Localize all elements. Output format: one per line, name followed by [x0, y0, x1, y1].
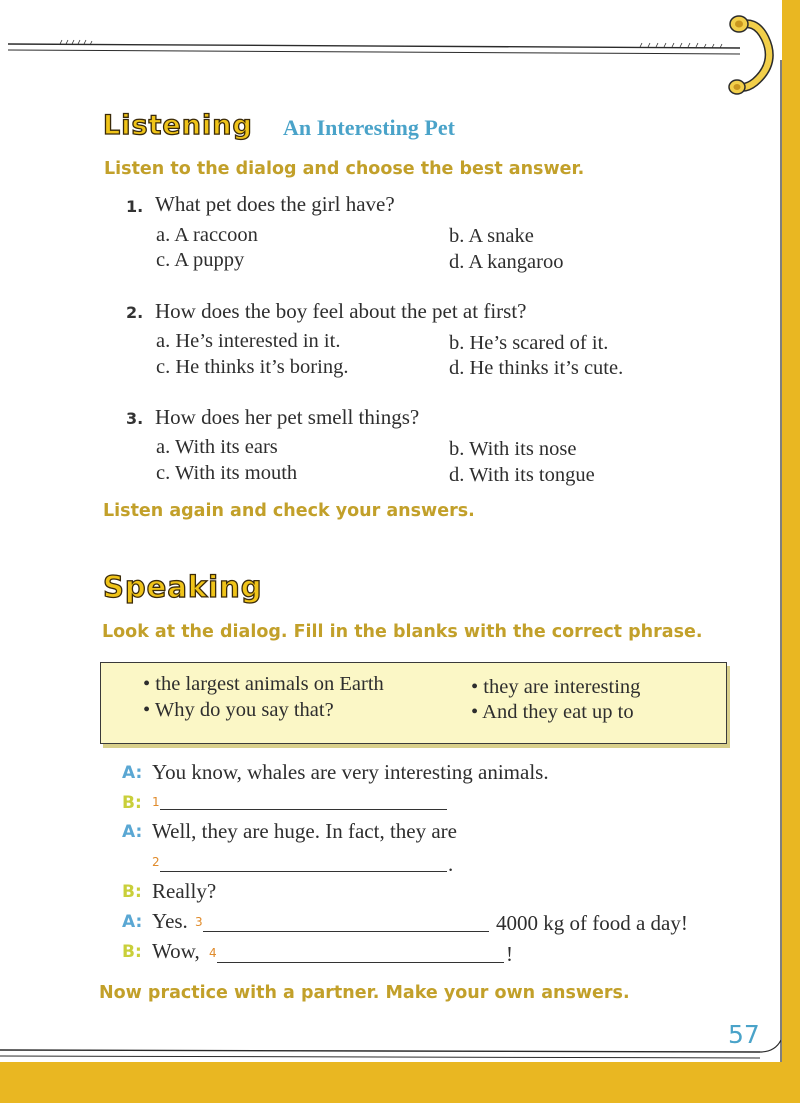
speaking-instruction-2: Now practice with a partner. Make your own answers. [99, 983, 630, 1003]
dialog-line: You know, whales are very interesting animals. [152, 760, 549, 784]
blank-number: 2 [152, 855, 160, 869]
question-number: 2. [126, 303, 144, 322]
dialog-line: Really? [152, 879, 217, 903]
option-a: a. A raccoon [156, 224, 258, 246]
option-d: d. A kangaroo [449, 251, 564, 273]
option-b: b. A snake [449, 225, 534, 247]
speaker-label: A: [122, 912, 143, 932]
speaker-label: A: [122, 763, 143, 783]
dialog-line-end: ! [506, 942, 513, 966]
question-text: How does her pet smell things? [155, 405, 420, 429]
listening-heading: Listening [103, 110, 253, 141]
page-number: 57 [728, 1020, 760, 1049]
option-b: b. He’s scared of it. [449, 332, 609, 354]
speaking-instruction: Look at the dialog. Fill in the blanks with the correct phrase. [102, 622, 703, 642]
blank-4[interactable] [217, 961, 504, 963]
phrase-item: • they are interesting [471, 676, 641, 698]
speaker-label: A: [122, 822, 143, 842]
blank-1[interactable] [160, 808, 447, 810]
option-a: a. With its ears [156, 436, 278, 458]
dialog-line: Well, they are huge. In fact, they are [152, 819, 457, 843]
dialog-line-end: 4000 kg of food a day! [496, 911, 688, 935]
speaker-label: B: [122, 882, 142, 902]
option-d: d. With its tongue [449, 464, 595, 486]
speaker-label: B: [122, 793, 142, 813]
dialog-line: Yes. [152, 909, 188, 933]
option-c: c. A puppy [156, 249, 245, 271]
phrase-item: • And they eat up to [471, 701, 634, 723]
option-b: b. With its nose [449, 438, 577, 460]
speaking-heading: Speaking [103, 570, 263, 604]
dialog-line-end: . [448, 852, 454, 876]
option-c: c. He thinks it’s boring. [156, 356, 349, 378]
option-a: a. He’s interested in it. [156, 330, 341, 352]
listening-instruction: Listen to the dialog and choose the best answer. [104, 159, 585, 179]
question-number: 3. [126, 409, 144, 428]
blank-3[interactable] [203, 930, 489, 932]
option-d: d. He thinks it’s cute. [449, 357, 624, 379]
phrase-item: • the largest animals on Earth [143, 673, 384, 695]
question-text: What pet does the girl have? [155, 192, 395, 216]
blank-number: 1 [152, 795, 160, 809]
blank-2[interactable] [160, 870, 447, 872]
question-number: 1. [126, 197, 144, 216]
listening-subtitle: An Interesting Pet [283, 115, 455, 140]
speaker-label: B: [122, 942, 142, 962]
blank-number: 3 [195, 915, 203, 929]
question-text: How does the boy feel about the pet at first? [155, 299, 527, 323]
phrase-item: • Why do you say that? [143, 699, 334, 721]
dialog-line: Wow, [152, 939, 200, 963]
listening-instruction-2: Listen again and check your answers. [103, 501, 475, 521]
blank-number: 4 [209, 946, 217, 960]
option-c: c. With its mouth [156, 462, 298, 484]
binder-clip-icon [725, 8, 785, 100]
